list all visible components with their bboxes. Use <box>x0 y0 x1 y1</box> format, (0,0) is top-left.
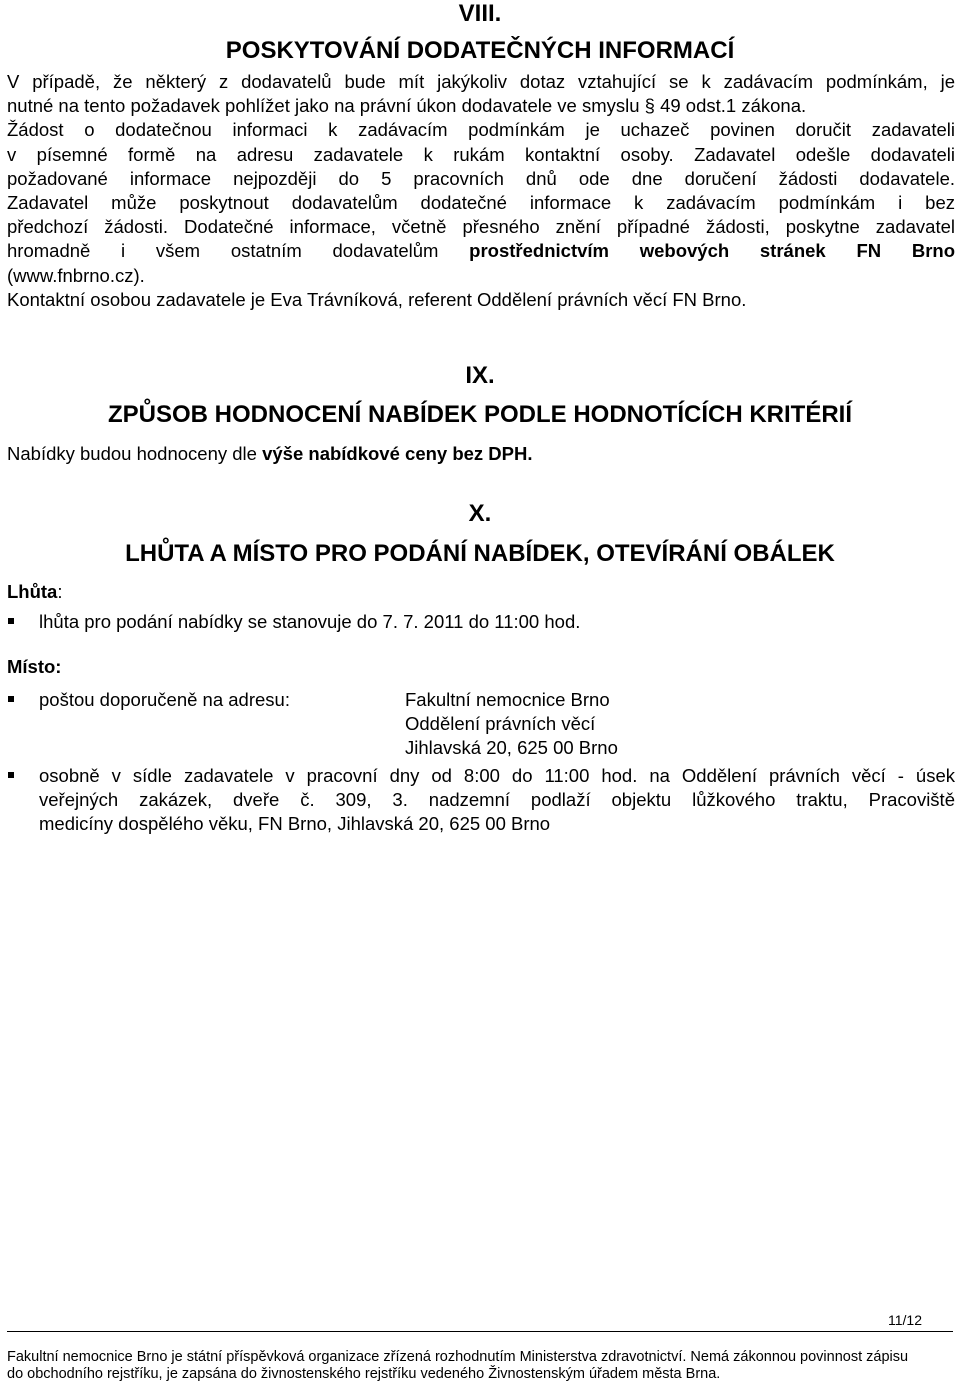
personal-line: veřejných zakázek, dveře č. 309, 3. nadzemní podlaží objektu lůžkového traktu, Pracoviště <box>39 789 955 810</box>
address-line-2: Oddělení právních věcí <box>405 713 596 734</box>
footer-line-1: Fakultní nemocnice Brno je státní příspěvková organizace zřízená rozhodnutím Ministerstva zdravotnictví. Nemá zákonnou povinnost zápisu <box>7 1349 909 1365</box>
post-item: poštou doporučeně na adresu: <box>39 689 290 710</box>
section-9-title: ZPŮSOB HODNOCENÍ NABÍDEK PODLE HODNOTÍCÍCH KRITÉRIÍ <box>107 401 853 428</box>
personal-line: medicíny dospělého věku, FN Brno, Jihlavská 20, 625 00 Brno <box>39 813 551 834</box>
website-emphasis: prostřednictvím webových stránek FN Brno <box>469 240 955 262</box>
para-text: hromadně i všem ostatním dodavatelům <box>7 240 470 262</box>
section-10-title: LHŮTA A MÍSTO PRO PODÁNÍ NABÍDEK, OTEVÍRÁNÍ OBÁLEK <box>125 540 835 567</box>
footer-line-2: do obchodního rejstříku, je zapsána do živnostenského rejstříku vedeného Živnostenským úřadem města Brna. <box>7 1366 721 1382</box>
para-line: (www.fnbrno.cz). <box>7 264 145 286</box>
section-8-number: VIII. <box>458 0 502 27</box>
para-line: předchozí žádosti. Dodatečné informace, včetně přesného znění případné žádosti, poskytne zadavatel <box>7 216 955 238</box>
personal-delivery-item <box>39 764 955 836</box>
evaluation-criteria <box>7 442 533 466</box>
para-line: V případě, že některý z dodavatelů bude mít jakýkoliv dotaz vztahující se k zadávacím podmínkám, je <box>7 71 955 92</box>
personal-line: osobně v sídle zadavatele v pracovní dny od 8:00 do 11:00 hod. na Oddělení právních věcí - úsek <box>39 765 955 786</box>
para-line: požadované informace nejpozději do 5 pracovních dnů ode dne doručení žádosti dodavatele. <box>7 167 955 189</box>
bullet-icon <box>8 772 14 778</box>
deadline-label <box>7 580 63 604</box>
evaluation-text: Nabídky budou hodnoceny dle <box>7 443 263 464</box>
section-10-number: X. <box>468 500 492 527</box>
para-line: Zadavatel může poskytnout dodavatelům dodatečné informace k zadávacím podmínkám i bez <box>7 192 955 214</box>
place-label: Místo: <box>7 656 62 677</box>
bullet-icon <box>8 618 14 624</box>
para-line: nutné na tento požadavek pohlížet jako na právní úkon dodavatele ve smyslu § 49 odst.1 zákona. <box>7 95 807 117</box>
address-line-1: Fakultní nemocnice Brno <box>405 689 610 710</box>
bullet-icon <box>8 696 14 702</box>
deadline-colon: : <box>57 581 63 602</box>
evaluation-emphasis: výše nabídkové ceny bez DPH. <box>262 443 533 464</box>
contact-line: Kontaktní osobou zadavatele je Eva Trávníková, referent Oddělení právních věcí FN Brno. <box>7 288 747 310</box>
para-line: v písemné formě na adresu zadavatele k rukám kontaktní osoby. Zadavatel odešle dodavateli <box>7 143 955 165</box>
page-number: 11/12 <box>888 1312 922 1328</box>
section-9-number: IX. <box>465 362 495 389</box>
section-8-paragraph <box>7 70 955 312</box>
footer-divider <box>7 1331 953 1332</box>
para-line <box>7 239 955 263</box>
deadline-item: lhůta pro podání nabídky se stanovuje do 7. 7. 2011 do 11:00 hod. <box>39 611 581 632</box>
para-line: Žádost o dodatečnou informaci k zadávacím podmínkám je uchazeč povinen doručit zadavateli <box>7 119 955 141</box>
section-8-title: POSKYTOVÁNÍ DODATEČNÝCH INFORMACÍ <box>225 37 735 64</box>
address-line-3: Jihlavská 20, 625 00 Brno <box>405 737 618 758</box>
deadline-label-text: Lhůta <box>7 581 58 602</box>
